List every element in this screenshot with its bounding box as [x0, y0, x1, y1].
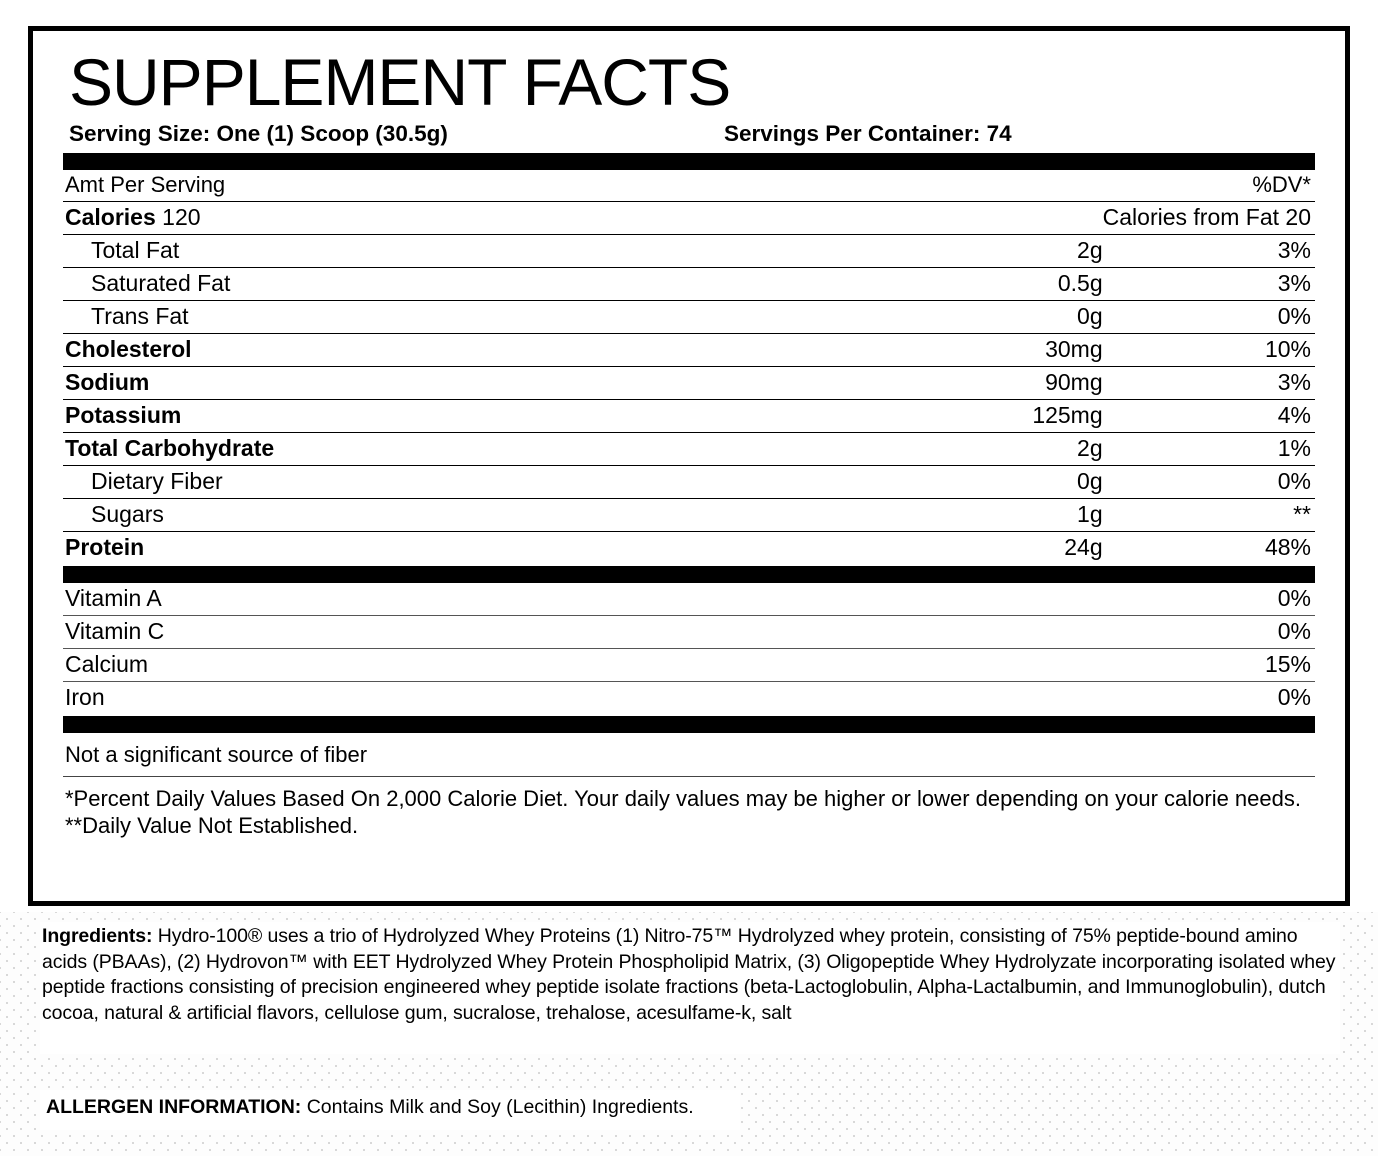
- nutrient-amount: 90mg: [853, 367, 1103, 400]
- nutrient-amount: 24g: [1064, 534, 1103, 560]
- nutrient-name: Dietary Fiber: [63, 466, 853, 499]
- table-row: [63, 334, 1315, 367]
- table-row: [63, 268, 1315, 301]
- nutrient-dv: 48%: [1264, 534, 1311, 560]
- divider-thick-bottom: [63, 716, 1315, 733]
- vitamin-amount: [941, 583, 1191, 616]
- nutrient-name: Trans Fat: [63, 301, 853, 334]
- table-row: [63, 433, 1315, 466]
- ingredients-body: Hydro-100® uses a trio of Hydrolyzed Whey Proteins (1) Nitro-75™ Hydrolyzed whey protein, consisting of 75% peptide-bound amino acids (PBAAs), (2) Hydrovon™ with EET Hydrolyzed Whey Protein Phospholipid Matrix, (3) Oligopeptide Whey Hydrolyzate incorporating isolated whey peptide fractions consisting of precision engineered whey peptide isolate fractions (beta-Lactoglobulin, Alpha-Lactalbumin, and Immunoglobulin), dutch cocoa, natural & artificial flavors, cellulose gum, sucralose, trehalose, acesulfame-k, salt: [42, 925, 1336, 1024]
- nutrient-name: Total Carbohydrate: [63, 433, 853, 466]
- calories-value: 120: [162, 204, 201, 230]
- nutrient-name: Total Fat: [63, 235, 853, 268]
- nutrient-amount: 2g: [853, 433, 1103, 466]
- table-header-row: [63, 170, 1315, 202]
- table-row: [63, 532, 1315, 565]
- note-fiber: Not a significant source of fiber: [65, 742, 368, 767]
- nutrient-dv: **: [1103, 499, 1315, 532]
- vitamin-name: Calcium: [63, 649, 941, 682]
- nutrient-amount: 0g: [853, 301, 1103, 334]
- divider-thick-top: [63, 153, 1315, 170]
- page-title: SUPPLEMENT FACTS: [69, 45, 731, 119]
- calories-from-fat: Calories from Fat 20: [1103, 202, 1315, 235]
- nutrient-dv: 1%: [1103, 433, 1315, 466]
- nutrition-table: [63, 170, 1315, 564]
- nutrient-amount: 30mg: [853, 334, 1103, 367]
- nutrient-name: Saturated Fat: [63, 268, 853, 301]
- table-row: [63, 583, 1315, 616]
- allergen-label: ALLERGEN INFORMATION:: [46, 1096, 302, 1118]
- dv-header: %DV*: [1103, 170, 1315, 202]
- vitamins-table: [63, 583, 1315, 714]
- servings-per-container: Servings Per Container: 74: [724, 121, 1012, 146]
- ingredients-text: [42, 924, 1338, 1026]
- calories-spacer: [853, 202, 1103, 235]
- table-row: [63, 400, 1315, 433]
- allergen-info: [46, 1096, 694, 1119]
- nutrient-amount: 1g: [853, 499, 1103, 532]
- footnote-dv-not-established: **Daily Value Not Established.: [65, 813, 359, 839]
- ingredients-section: [0, 912, 1378, 1156]
- vitamin-name: Vitamin C: [63, 616, 941, 649]
- allergen-body: Contains Milk and Soy (Lecithin) Ingredients.: [301, 1096, 694, 1118]
- calories-cell: [63, 202, 853, 235]
- calories-row: [63, 202, 1315, 235]
- table-row: [63, 616, 1315, 649]
- nutrient-dv: 3%: [1103, 367, 1315, 400]
- table-row: [63, 301, 1315, 334]
- nutrient-name: Sugars: [63, 499, 853, 532]
- divider-thick-middle: [63, 566, 1315, 583]
- nutrient-amount: 0g: [853, 466, 1103, 499]
- table-row: [63, 367, 1315, 400]
- footnote-daily-values: *Percent Daily Values Based On 2,000 Calorie Diet. Your daily values may be higher or lower depending on your calorie needs.: [65, 786, 1301, 812]
- amt-header-spacer: [853, 170, 1103, 202]
- nutrient-dv: 0%: [1103, 301, 1315, 334]
- vitamin-dv: 15%: [1191, 649, 1315, 682]
- nutrient-dv: 10%: [1103, 334, 1315, 367]
- vitamin-dv: 0%: [1191, 616, 1315, 649]
- nutrient-name: Potassium: [63, 400, 853, 433]
- vitamin-amount: [941, 616, 1191, 649]
- nutrient-amount: 0.5g: [853, 268, 1103, 301]
- calories-label: Calories: [65, 204, 156, 230]
- serving-size: Serving Size: One (1) Scoop (30.5g): [69, 121, 448, 146]
- vitamin-amount: [941, 682, 1191, 715]
- supplement-facts-panel: [28, 26, 1350, 906]
- table-row: [63, 235, 1315, 268]
- vitamin-dv: 0%: [1191, 583, 1315, 616]
- vitamin-name: Iron: [65, 684, 105, 710]
- vitamin-dv: 0%: [1277, 684, 1311, 710]
- nutrient-name: Sodium: [63, 367, 853, 400]
- serving-info-row: [69, 121, 1315, 147]
- nutrient-name: Cholesterol: [63, 334, 853, 367]
- nutrient-dv: 3%: [1103, 235, 1315, 268]
- nutrient-dv: 3%: [1103, 268, 1315, 301]
- vitamin-name: Vitamin A: [63, 583, 941, 616]
- ingredients-label: Ingredients:: [42, 925, 153, 947]
- nutrient-amount: 2g: [853, 235, 1103, 268]
- table-row: [63, 682, 1315, 715]
- amt-per-serving-header: Amt Per Serving: [63, 170, 853, 202]
- nutrient-dv: 0%: [1103, 466, 1315, 499]
- table-row: [63, 466, 1315, 499]
- vitamin-amount: [941, 649, 1191, 682]
- nutrient-amount: 125mg: [853, 400, 1103, 433]
- nutrient-name: Protein: [65, 534, 145, 560]
- table-row: [63, 649, 1315, 682]
- nutrient-dv: 4%: [1103, 400, 1315, 433]
- table-row: [63, 499, 1315, 532]
